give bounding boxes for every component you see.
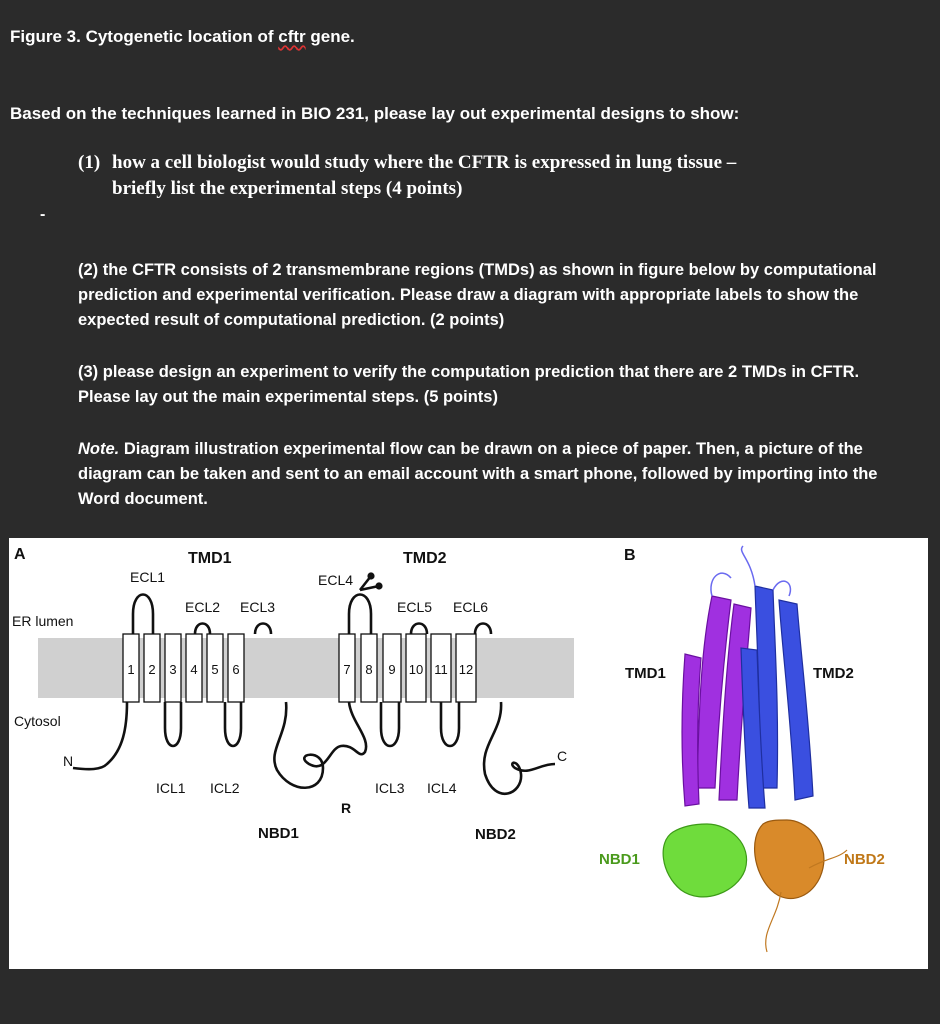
dash-mark: - — [40, 206, 46, 223]
note-label: Note. — [78, 440, 120, 458]
ecl2-label: ECL2 — [185, 599, 221, 615]
tmd2-helix-b — [779, 600, 813, 800]
icl3-label: ICL3 — [375, 780, 405, 796]
icl2-loop — [225, 702, 241, 746]
nbd2-tail-1 — [766, 892, 781, 952]
helix-number: 2 — [148, 662, 156, 677]
tmd2-label-b: TMD2 — [813, 665, 854, 682]
icl4-loop — [441, 702, 459, 746]
question-1-line2: briefly list the experimental steps (4 points) — [112, 178, 463, 199]
nbd1-r-domain-loop — [274, 702, 366, 788]
ecl1-label: ECL1 — [130, 569, 166, 585]
helix-number: 1 — [127, 662, 135, 677]
cftr-figure-svg — [9, 538, 928, 969]
ecl2-loop — [195, 624, 210, 635]
panel-b — [599, 546, 885, 952]
glycan-dot-1 — [367, 572, 374, 579]
question-3: (3) please design an experiment to verify the computation prediction that there are 2 TMDs in CFTR. Please lay out the main experimental steps. (5 points) — [78, 363, 860, 406]
ecl1-loop — [133, 595, 153, 635]
tmd2-label-a: TMD2 — [403, 550, 447, 567]
tmd1-label-a: TMD1 — [188, 550, 232, 567]
figure-title: Figure 3. Cytogenetic location of cftr gene. — [10, 27, 355, 46]
helix-number: 12 — [458, 662, 474, 677]
ecl6-label: ECL6 — [453, 599, 489, 615]
helix-number: 9 — [388, 662, 396, 677]
n-terminus-label: N — [63, 753, 74, 769]
question-1 — [78, 150, 898, 202]
icl2-label: ICL2 — [210, 780, 240, 796]
icl3-loop — [381, 702, 399, 746]
icl4-label: ICL4 — [427, 780, 457, 796]
top-loop-3 — [773, 581, 790, 596]
helix-number: 5 — [211, 662, 219, 677]
nbd2-label-a: NBD2 — [475, 826, 516, 843]
helix-number: 3 — [169, 662, 177, 677]
panel-b-top-loops — [711, 546, 791, 596]
note-text: Diagram illustration experimental flow can be drawn on a piece of paper. Then, a picture of the diagram can be taken and sent to an email account with a smart phone, followed by importing into the Word document. — [78, 440, 878, 508]
note-paragraph — [78, 437, 908, 512]
tmd1-label-b: TMD1 — [625, 665, 666, 682]
question-1-line1: how a cell biologist would study where the CFTR is expressed in lung tissue – — [112, 152, 737, 173]
nbd1-structure — [663, 824, 746, 897]
glycan-dot-2 — [375, 582, 382, 589]
gene-name: cftr — [278, 27, 306, 46]
nbd2-structure — [755, 820, 824, 899]
panel-a-letter: A — [14, 546, 26, 563]
membrane-band — [38, 638, 574, 698]
ecl4-label: ECL4 — [318, 572, 354, 588]
question-2: (2) the CFTR consists of 2 transmembrane regions (TMDs) as shown in figure below by computational prediction and experimental verification. Please draw a diagram with appropriate labels to show the expected result of computational prediction. (2 points) — [78, 261, 877, 329]
top-loop-1 — [711, 573, 731, 596]
ecl3-label: ECL3 — [240, 599, 276, 615]
nbd1-label-b: NBD1 — [599, 851, 640, 868]
tmd1-helix-c — [682, 654, 701, 806]
r-domain-label: R — [341, 800, 352, 816]
intro-text: Based on the techniques learned in BIO 231, please lay out experimental designs to show: — [10, 104, 740, 123]
ecl4-loop — [349, 595, 371, 635]
c-terminus-label: C — [557, 748, 568, 764]
tmd2-structure — [741, 586, 813, 808]
cftr-figure — [9, 538, 928, 969]
helix-number: 7 — [343, 662, 351, 677]
ecl3-loop — [255, 624, 271, 635]
icl1-loop — [165, 702, 181, 746]
helix-number: 8 — [365, 662, 373, 677]
nbd2-label-b: NBD2 — [844, 851, 885, 868]
ecl5-label: ECL5 — [397, 599, 433, 615]
helix-number: 4 — [190, 662, 198, 677]
nbd1-label-a: NBD1 — [258, 825, 299, 842]
n-terminus-tail — [73, 702, 127, 769]
helix-number: 11 — [434, 662, 448, 677]
top-loop-2 — [742, 546, 755, 586]
er-lumen-label: ER lumen — [12, 613, 74, 629]
panel-b-letter: B — [624, 547, 636, 564]
cytosol-label: Cytosol — [14, 713, 61, 729]
ecl6-loop — [475, 624, 491, 635]
question-1-number: (1) — [78, 152, 101, 173]
helix-number: 6 — [232, 662, 240, 677]
ecl5-loop — [411, 624, 427, 635]
helix-number: 10 — [408, 662, 424, 677]
nbd2-c-terminus-loop — [484, 702, 555, 794]
tmd1-structure — [682, 596, 751, 806]
icl1-label: ICL1 — [156, 780, 186, 796]
